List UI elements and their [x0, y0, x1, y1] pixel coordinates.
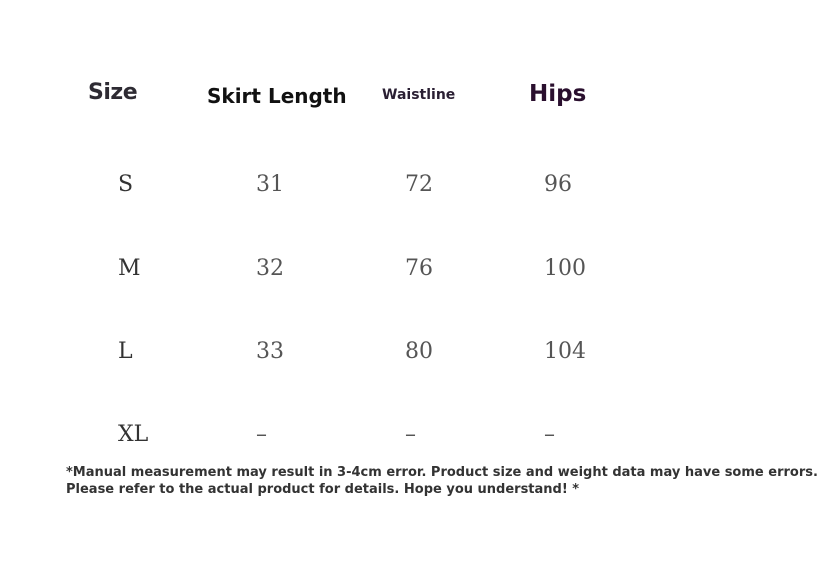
cell-skirt-length: 32: [256, 256, 284, 281]
cell-size: S: [118, 172, 134, 197]
disclaimer-line: Please refer to the actual product for details. Hope you understand! *: [66, 482, 580, 497]
cell-size: XL: [118, 422, 149, 447]
measurement-disclaimer: [66, 464, 818, 498]
cell-skirt-length: 33: [256, 339, 284, 364]
cell-waistline: –: [405, 422, 416, 447]
cell-waistline: 72: [405, 172, 433, 197]
cell-hips: 104: [544, 339, 586, 364]
cell-skirt-length: 31: [256, 172, 284, 197]
header-size: Size: [88, 80, 138, 105]
cell-hips: 96: [544, 172, 572, 197]
cell-waistline: 80: [405, 339, 433, 364]
cell-hips: –: [544, 422, 555, 447]
header-hips: Hips: [529, 81, 587, 107]
cell-size: L: [118, 339, 133, 364]
disclaimer-line: *Manual measurement may result in 3-4cm error. Product size and weight data may have some errors.: [66, 465, 818, 480]
cell-hips: 100: [544, 256, 586, 281]
cell-skirt-length: –: [256, 422, 267, 447]
cell-waistline: 76: [405, 256, 433, 281]
header-waistline: Waistline: [382, 87, 456, 103]
cell-size: M: [118, 256, 141, 281]
header-skirt-length: Skirt Length: [207, 84, 347, 108]
